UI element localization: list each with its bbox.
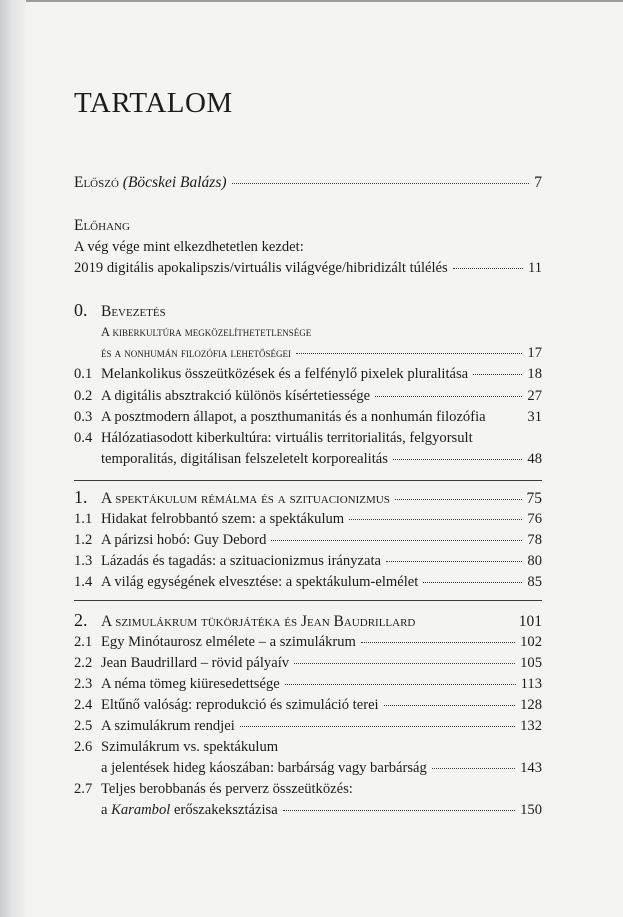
leader-dots xyxy=(384,705,516,706)
page-number: 48 xyxy=(527,451,542,467)
toc-entry-2-7-line2 xyxy=(74,802,542,819)
entry-text: Eltűnő valóság: reprodukció és szimuláció terei xyxy=(101,697,379,713)
chapter-number: 0. xyxy=(74,300,88,320)
entry-text: A néma tömeg kiüresedettsége xyxy=(101,676,280,692)
leader-dots xyxy=(296,353,522,354)
page-number: 76 xyxy=(527,511,542,527)
entry-text: a jelentések hideg káoszában: barbárság vagy barbárság xyxy=(101,760,427,776)
entry-number: 1.2 xyxy=(74,532,93,548)
entry-number: 2.7 xyxy=(74,781,93,797)
leader-dots xyxy=(240,726,515,727)
foreword-label: Előszó xyxy=(74,174,119,191)
chapter-0-subtitle-1: A kiberkultúra megközelíthetetlensége xyxy=(101,325,312,339)
page-number: 101 xyxy=(518,613,542,630)
toc-entry xyxy=(74,388,542,405)
page-number: 85 xyxy=(527,574,542,590)
leader-dots xyxy=(453,268,523,269)
entry-text: Jean Baudrillard – rövid pályaív xyxy=(101,655,290,671)
entry-text: Lázadás és tagadás: a szituacionizmus irányzata xyxy=(101,553,381,569)
page-number: 102 xyxy=(520,634,542,650)
leader-dots xyxy=(491,417,523,418)
leader-dots xyxy=(420,622,513,623)
entry-number: 0.4 xyxy=(74,430,93,446)
prelude-line1: A vég vége mint elkezdhetetlen kezdet: xyxy=(74,239,304,255)
scan-page-edge xyxy=(0,0,26,917)
toc-entry xyxy=(74,676,542,693)
toc-entry xyxy=(74,511,542,528)
page-number: 11 xyxy=(527,260,542,276)
page-number: 80 xyxy=(527,553,542,569)
entry-text: Hálózatiasodott kiberkultúra: virtuális territorialitás, felgyorsult xyxy=(101,430,473,446)
toc-entry xyxy=(74,553,542,570)
page-number: 75 xyxy=(526,490,542,507)
leader-dots xyxy=(395,499,522,500)
book-title: Karambol xyxy=(111,802,171,818)
chapter-number: 2. xyxy=(74,610,88,630)
page-title: TARTALOM xyxy=(74,87,233,119)
page-number: 150 xyxy=(520,802,542,818)
leader-dots xyxy=(375,396,522,397)
entry-text: A világ egységének elvesztése: a spektákulum-elmélet xyxy=(101,574,419,590)
toc-entry xyxy=(74,366,542,383)
entry-number: 0.2 xyxy=(74,388,93,404)
chapter-2-heading xyxy=(74,610,542,631)
leader-dots xyxy=(283,810,515,811)
entry-number: 2.3 xyxy=(74,676,93,692)
toc-entry-0-4-line2 xyxy=(74,451,542,468)
leader-dots xyxy=(271,540,522,541)
toc-entry xyxy=(74,532,542,549)
prelude-heading: Előhang xyxy=(74,217,130,234)
leader-dots xyxy=(393,459,522,460)
entry-text: Melankolikus összeütközések és a felfénylő pixelek pluralitása xyxy=(101,366,469,382)
toc-foreword xyxy=(74,174,542,192)
entry-text: 2019 digitális apokalipszis/virtuális világvége/hibridizált túlélés xyxy=(74,260,448,276)
leader-dots xyxy=(386,561,522,562)
entry-text: A digitális absztrakció különös kísértetiessége xyxy=(101,388,371,404)
leader-dots xyxy=(285,684,516,685)
leader-dots xyxy=(432,768,515,769)
entry-number: 0.3 xyxy=(74,409,93,425)
entry-text: Egy Minótaurosz elmélete – a szimulákrum xyxy=(101,634,356,650)
entry-number: 1.1 xyxy=(74,511,93,527)
entry-text: A szimulákrum rendjei xyxy=(101,718,235,734)
entry-number: 2.5 xyxy=(74,718,93,734)
entry-text: a Karambol erőszakeksztázisa xyxy=(101,802,278,818)
toc-entry-0-4-line1 xyxy=(74,430,542,447)
entry-text: Hidakat felrobbantó szem: a spektákulum xyxy=(101,511,345,527)
toc-entry xyxy=(74,697,542,714)
entry-number: 1.4 xyxy=(74,574,93,590)
chapter-number: 1. xyxy=(74,487,88,507)
entry-number: 2.1 xyxy=(74,634,93,650)
entry-text: A posztmodern állapot, a poszthumanitás és a nonhumán filozófia xyxy=(101,409,486,425)
toc-entry xyxy=(74,574,542,591)
page-number: 78 xyxy=(527,532,542,548)
toc-entry-2-6-line1 xyxy=(74,739,542,756)
toc-entry xyxy=(74,634,542,651)
section-divider xyxy=(74,600,542,601)
page-number: 27 xyxy=(527,388,542,404)
entry-text: A párizsi hobó: Guy Debord xyxy=(101,532,267,548)
page-number: 105 xyxy=(520,655,542,671)
page-number: 7 xyxy=(534,174,542,191)
page-number: 31 xyxy=(527,409,542,425)
entry-text: Szimulákrum vs. spektákulum xyxy=(101,739,279,755)
entry-number: 2.6 xyxy=(74,739,93,755)
leader-dots xyxy=(361,642,515,643)
section-divider xyxy=(74,480,542,481)
leader-dots xyxy=(232,183,530,184)
entry-text: temporalitás, digitálisan felszeletelt korporealitás xyxy=(101,451,388,467)
entry-number: 2.4 xyxy=(74,697,93,713)
leader-dots xyxy=(473,374,522,375)
toc-entry xyxy=(74,655,542,672)
toc-entry xyxy=(74,409,542,426)
leader-dots xyxy=(294,663,515,664)
toc-entry-2-7-line1 xyxy=(74,781,542,798)
leader-dots xyxy=(423,582,522,583)
entry-number: 2.2 xyxy=(74,655,93,671)
leader-dots xyxy=(349,519,522,520)
page-number: 18 xyxy=(527,366,542,382)
entry-text: Teljes berobbanás és perverz összeütközés: xyxy=(101,781,353,797)
chapter-title: Bevezetés xyxy=(101,303,166,320)
chapter-title: A szimulákrum tükörjátéka és Jean Baudrillard xyxy=(101,613,416,630)
toc-chapter-0-intro xyxy=(74,345,542,362)
foreword-author: (Böcskei Balázs) xyxy=(122,174,227,191)
chapter-0-heading xyxy=(74,300,542,321)
chapter-subtitle-2: és a nonhumán filozófia lehetőségei xyxy=(101,346,291,360)
page-number: 113 xyxy=(520,676,542,692)
chapter-title: A spektákulum rémálma és a szituacionizmus xyxy=(101,490,390,507)
scan-top-edge xyxy=(0,0,623,2)
chapter-1-heading xyxy=(74,487,542,508)
toc-entry xyxy=(74,718,542,735)
page-number: 17 xyxy=(527,345,542,361)
page-number: 132 xyxy=(520,718,542,734)
entry-number: 1.3 xyxy=(74,553,93,569)
entry-number: 0.1 xyxy=(74,366,93,382)
page-number: 143 xyxy=(520,760,542,776)
toc-prelude xyxy=(74,260,542,277)
page-number: 128 xyxy=(520,697,542,713)
toc-entry-2-6-line2 xyxy=(74,760,542,777)
